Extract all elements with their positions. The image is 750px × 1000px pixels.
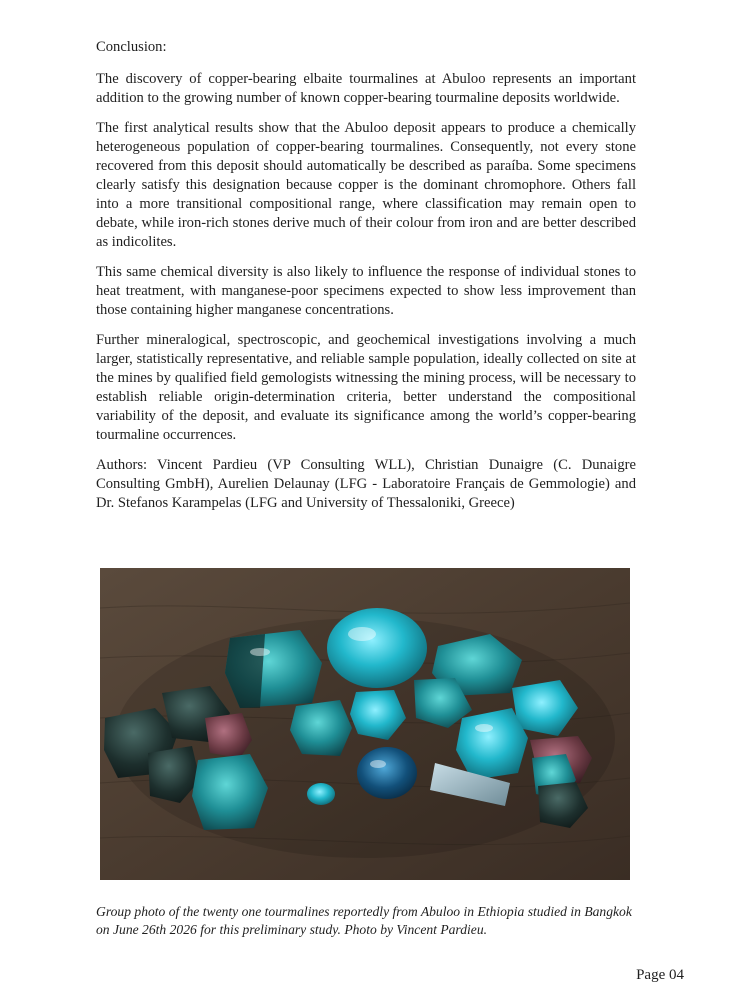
paragraph-4: Further mineralogical, spectroscopic, and geochemical investigations involving a much larger, statistically representative, and reliable sample population, ideally collected on site at the mines by qualified field gemologists witnessing the mining process, will be necessary to establish reliable origin-determination criteria, better understand the compositional variability of the deposit, and evaluate its significance among the world’s copper-bearing tourmaline occurrences. (96, 332, 636, 443)
section-heading: Conclusion: (96, 39, 167, 55)
paragraph-1: The discovery of copper-bearing elbaite tourmalines at Abuloo represents an important addition to the growing number of known copper-bearing tourmaline deposits worldwide. (96, 71, 636, 106)
document-body (96, 38, 636, 513)
page-number: Page 04 (636, 967, 684, 983)
photo-caption: Group photo of the twenty one tourmalines reportedly from Abuloo in Ethiopia studied in Bangkok on June 26th 2026 for this preliminary study. Photo by Vincent Pardieu. (96, 903, 632, 937)
authors-paragraph: Authors: Vincent Pardieu (VP Consulting WLL), Christian Dunaigre (C. Dunaigre Consulting GmbH), Aurelien Delaunay (LFG - Laboratoire Français de Gemmologie) and Dr. Stefanos Karampelas (LFG and University of Thessaloniki, Greece) (96, 457, 636, 511)
paragraph-2: The first analytical results show that the Abuloo deposit appears to produce a chemically heterogeneous population of copper-bearing tourmalines. Consequently, not every stone recovered from this deposit should automatically be described as paraíba. Some specimens clearly satisfy this designation because copper is the dominant chromophore. Others fall into a more transitional compositional range, where classification may remain open to debate, while iron-rich stones derive much of their colour from iron and are better described as indicolites. (96, 120, 636, 250)
paragraph-3: This same chemical diversity is also likely to influence the response of individual stones to heat treatment, with manganese-poor specimens expected to show less improvement than those containing higher manganese concentrations. (96, 264, 636, 318)
tourmaline-group-photo (100, 568, 630, 880)
